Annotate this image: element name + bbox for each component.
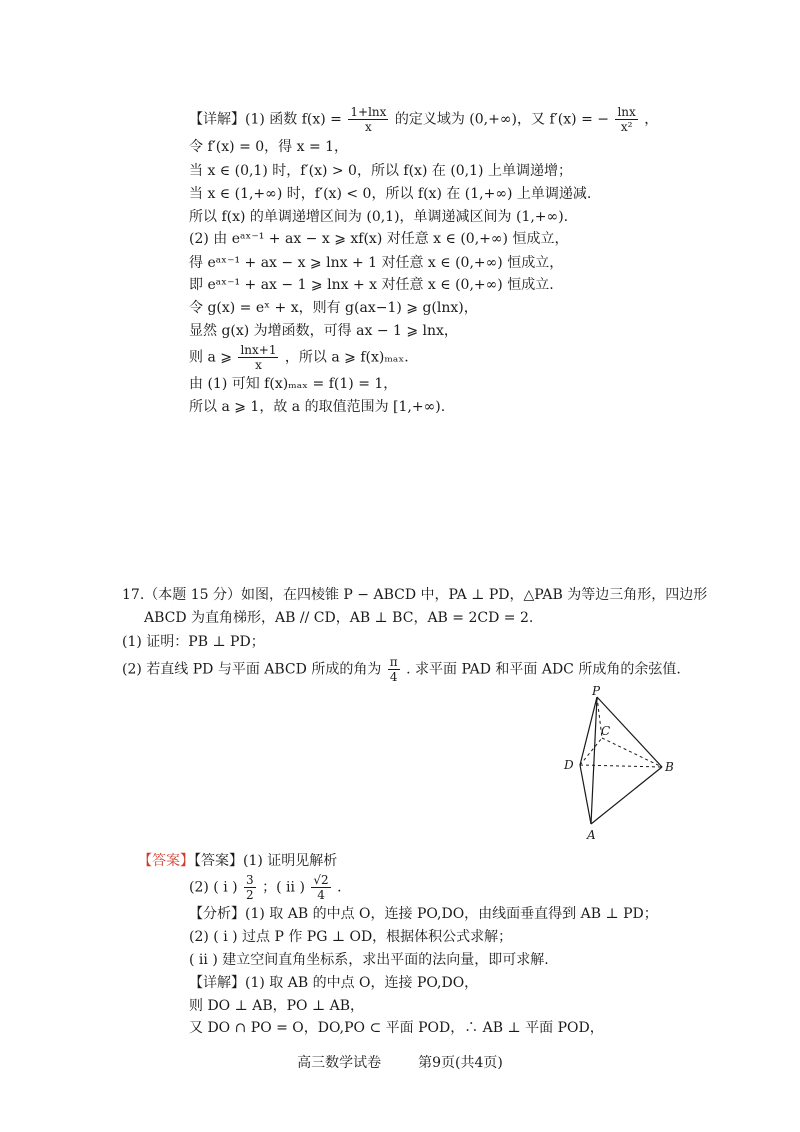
label-C: C <box>601 724 611 738</box>
answer17-line-8: 又 DO ∩ PO = O，DO,PO ⊂ 平面 POD，∴ AB ⊥ 平面 POD， <box>189 1020 604 1036</box>
label-P: P <box>592 685 601 698</box>
fraction: $\frac{\pi}{4}$ <box>389 655 398 684</box>
pyramid-figure <box>560 685 680 845</box>
problem17-line-3: (1) 证明：PB ⊥ PD； <box>122 634 265 650</box>
sol16-line-11: 则 a ⩾ $\frac{\ln x+1}{x}$ ，所以 a ⩾ f(x)ₘₐₓ. <box>189 343 409 372</box>
answer17-line-4: (2) ( ⅰ ) 过点 P 作 PG ⊥ OD，根据体积公式求解； <box>189 929 513 945</box>
answer17-line-1: 【答案】【答案】(1) 证明见解析 <box>138 853 338 869</box>
edge-DB <box>580 765 662 767</box>
fraction: $\frac{\ln x+1}{x}$ <box>240 343 277 372</box>
sol16-line-13: 所以 a ⩾ 1，故 a 的取值范围为 [1,+∞). <box>189 399 446 415</box>
sol16-line-8: 即 eᵃˣ⁻¹ + ax − 1 ⩾ lnx + x 对任意 x ∈ (0,+∞) 恒成立. <box>189 277 554 293</box>
problem17-line-4: (2) 若直线 PD 与平面 ABCD 所成的角为 $\frac{\pi}{4}$ . 求平面 PAD 和平面 ADC 所成角的余弦值. <box>122 655 681 684</box>
sol16-line-1: 【详解】(1) 函数 f(x) = $\frac{1+\ln x}{x}$ 的定义域为 (0,+∞)，又 f′(x) = − $\frac{\ln x}{\text{x²}}$ ， <box>189 105 659 134</box>
sol16-line-3: 当 x ∈ (0,1) 时，f′(x) > 0，所以 f(x) 在 (0,1) 上单调递增； <box>189 163 572 179</box>
sol16-line-10: 显然 g(x) 为增函数，可得 ax − 1 ⩾ lnx， <box>189 323 458 339</box>
sol16-line-4: 当 x ∈ (1,+∞) 时，f′(x) < 0，所以 f(x) 在 (1,+∞) 上单调递减. <box>189 186 592 202</box>
fraction: $\frac{\ln x}{\text{x²}}$ <box>617 105 636 134</box>
label-D: D <box>564 758 574 772</box>
sol16-line-12: 由 (1) 可知 f(x)ₘₐₓ = f(1) = 1， <box>189 376 398 392</box>
fraction: $\frac{3}{2}$ <box>246 873 254 902</box>
answer17-line-5: ( ⅱ ) 建立空间直角坐标系，求出平面的法向量，即可求解. <box>189 952 549 968</box>
sol16-line-9: 令 g(x) = eˣ + x，则有 g(ax−1) ⩾ g(lnx)， <box>189 300 478 316</box>
footer-title: 高三数学试卷 <box>297 1055 382 1071</box>
edge-CB <box>602 738 662 767</box>
edge-DA <box>580 765 591 824</box>
answer-tag: 【答案】 <box>138 853 194 869</box>
page-footer <box>0 1052 800 1072</box>
answer17-line-3: 【分析】(1) 取 AB 的中点 O，连接 PO,DO，由线面垂直得到 AB ⊥ PD； <box>189 906 658 922</box>
label-B: B <box>665 760 674 774</box>
answer17-line-6: 【详解】(1) 取 AB 的中点 O，连接 PO,DO， <box>189 975 479 991</box>
sol16-line-7: 得 eᵃˣ⁻¹ + ax − x ⩾ lnx + 1 对任意 x ∈ (0,+∞) 恒成立， <box>189 255 564 271</box>
answer17-line-7: 则 DO ⊥ AB，PO ⊥ AB， <box>189 998 364 1014</box>
fraction: $\frac{1+\ln x}{x}$ <box>350 105 387 134</box>
label-A: A <box>587 828 596 842</box>
problem17-line-1: 17.（本题 15 分）如图，在四棱锥 P − ABCD 中，PA ⊥ PD，△PAB 为等边三角形，四边形 <box>122 587 708 603</box>
answer17-line-2: (2) ( ⅰ ) $\frac{3}{2}$ ；( ⅱ ) $\frac{√2}{4}$ . <box>189 873 342 902</box>
edge-AB <box>591 767 662 824</box>
sol16-line-6: (2) 由 eᵃˣ⁻¹ + ax − x ⩾ xf(x) 对任意 x ∈ (0,+∞) 恒成立， <box>189 231 569 247</box>
footer-page: 第9页(共4页) <box>418 1055 503 1071</box>
fraction: $\frac{√2}{4}$ <box>313 873 329 902</box>
problem17-line-2: ABCD 为直角梯形，AB // CD，AB ⊥ BC，AB = 2CD = 2. <box>144 610 534 626</box>
sol16-line-5: 所以 f(x) 的单调递增区间为 (0,1)，单调递减区间为 (1,+∞). <box>189 209 569 225</box>
sol16-line-2: 令 f′(x) = 0，得 x = 1， <box>189 139 349 155</box>
